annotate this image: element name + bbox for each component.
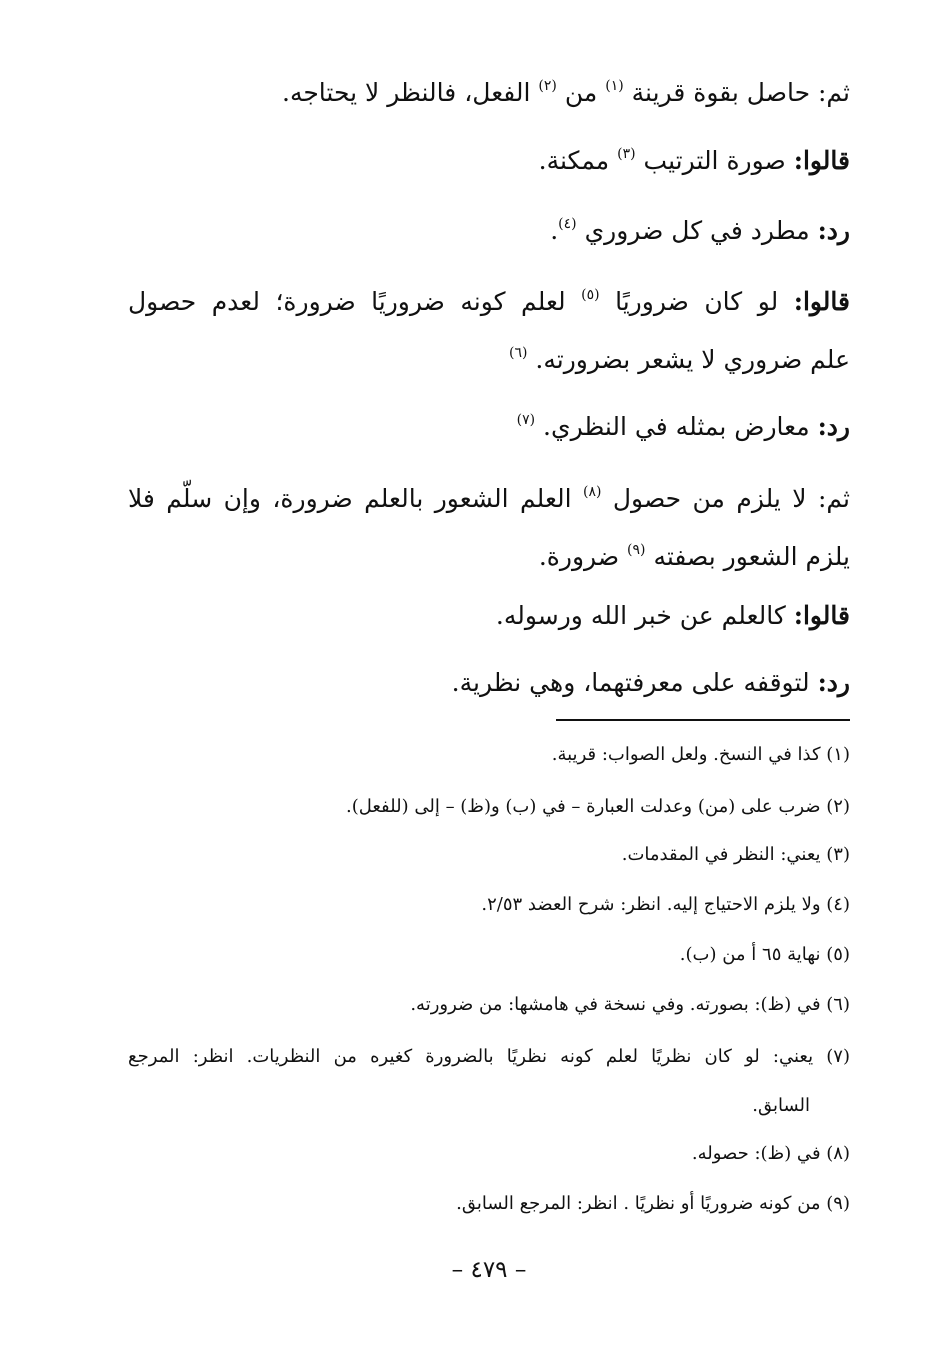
text-line bbox=[128, 343, 850, 377]
text-line bbox=[128, 599, 850, 633]
text-run: صورة الترتيب bbox=[635, 146, 794, 175]
book-page bbox=[128, 0, 850, 1363]
text-run: لو كان ضروريًا bbox=[599, 287, 794, 316]
text-line bbox=[128, 482, 850, 516]
text-run: الفعل، فالنظر لا يحتاجه. bbox=[282, 78, 539, 107]
text-run: معارض بمثله في النظري. bbox=[535, 412, 818, 441]
text-run: ثم: لا يلزم من حصول bbox=[601, 484, 850, 513]
footnote: (٩) من كونه ضروريًا أو نظريًا . انظر: المرجع السابق. bbox=[456, 1193, 850, 1214]
text-run: كالعلم عن خبر الله ورسوله. bbox=[495, 601, 794, 630]
footnote-continuation: السابق. bbox=[752, 1095, 810, 1116]
page-number: – ٤٧٩ – bbox=[451, 1257, 527, 1283]
footnote: (٤) ولا يلزم الاحتياج إليه. انظر: شرح العضد ٢/٥٣. bbox=[481, 894, 850, 915]
text-run: العلم الشعور بالعلم ضرورة، وإن سلّم فلا bbox=[128, 484, 583, 513]
text-run: ثم: حاصل بقوة قرينة bbox=[623, 78, 850, 107]
footnote-marker: (٥) bbox=[581, 286, 600, 303]
text-run: ممكنة. bbox=[538, 146, 618, 175]
text-line bbox=[128, 285, 850, 319]
footnote-marker: (٢) bbox=[538, 77, 557, 94]
footnote: (٣) يعني: النظر في المقدمات. bbox=[621, 844, 850, 865]
text-run: علم ضروري لا يشعر بضرورته. bbox=[527, 345, 850, 374]
text-line bbox=[128, 76, 850, 110]
speaker-label: رد: bbox=[817, 216, 850, 245]
footnote-marker: (٩) bbox=[627, 541, 646, 558]
speaker-label: رد: bbox=[817, 412, 850, 441]
footnote: (٨) في (ظ): حصوله. bbox=[691, 1143, 850, 1164]
speaker-label: رد: bbox=[817, 668, 850, 697]
text-run: لتوقفه على معرفتهما، وهي نظرية. bbox=[451, 668, 818, 697]
speaker-label: قالوا: bbox=[793, 287, 850, 316]
text-line bbox=[128, 666, 850, 700]
footnote-marker: (٨) bbox=[583, 483, 602, 500]
text-run: يلزم الشعور بصفته bbox=[645, 542, 850, 571]
text-run: . bbox=[550, 216, 559, 245]
footnote: (٧) يعني: لو كان نظريًا لعلم كونه نظريًا بالضرورة كغيره من النظريات. انظر: المرجع bbox=[128, 1046, 850, 1067]
footnote: (١) كذا في النسخ. ولعل الصواب: قريبة. bbox=[551, 744, 850, 765]
text-line bbox=[128, 144, 850, 178]
footnote-separator bbox=[556, 719, 850, 721]
footnote-marker: (٧) bbox=[516, 411, 536, 428]
text-line bbox=[128, 540, 850, 574]
text-run: مطرد في كل ضروري bbox=[576, 216, 818, 245]
footnote-marker: (٤) bbox=[558, 215, 577, 232]
speaker-label: قالوا: bbox=[793, 601, 850, 630]
footnote: (٦) في (ظ): بصورته. وفي نسخة في هامشها: من ضرورته. bbox=[410, 994, 850, 1015]
footnote: (٥) نهاية ٦٥ أ من (ب). bbox=[679, 944, 850, 965]
text-line bbox=[128, 214, 850, 248]
text-run: من bbox=[556, 78, 606, 107]
text-line bbox=[128, 410, 850, 444]
text-run: ضرورة. bbox=[538, 542, 628, 571]
footnote: (٢) ضرب على (من) وعدلت العبارة – في (ب) و(ظ) – إلى (للفعل). bbox=[346, 796, 850, 817]
footnote-marker: (٣) bbox=[617, 145, 636, 162]
footnote-marker: (١) bbox=[605, 77, 624, 94]
speaker-label: قالوا: bbox=[793, 146, 850, 175]
footnote-marker: (٦) bbox=[508, 344, 528, 361]
text-run: لعلم كونه ضروريًا ضرورة؛ لعدم حصول bbox=[128, 287, 582, 316]
